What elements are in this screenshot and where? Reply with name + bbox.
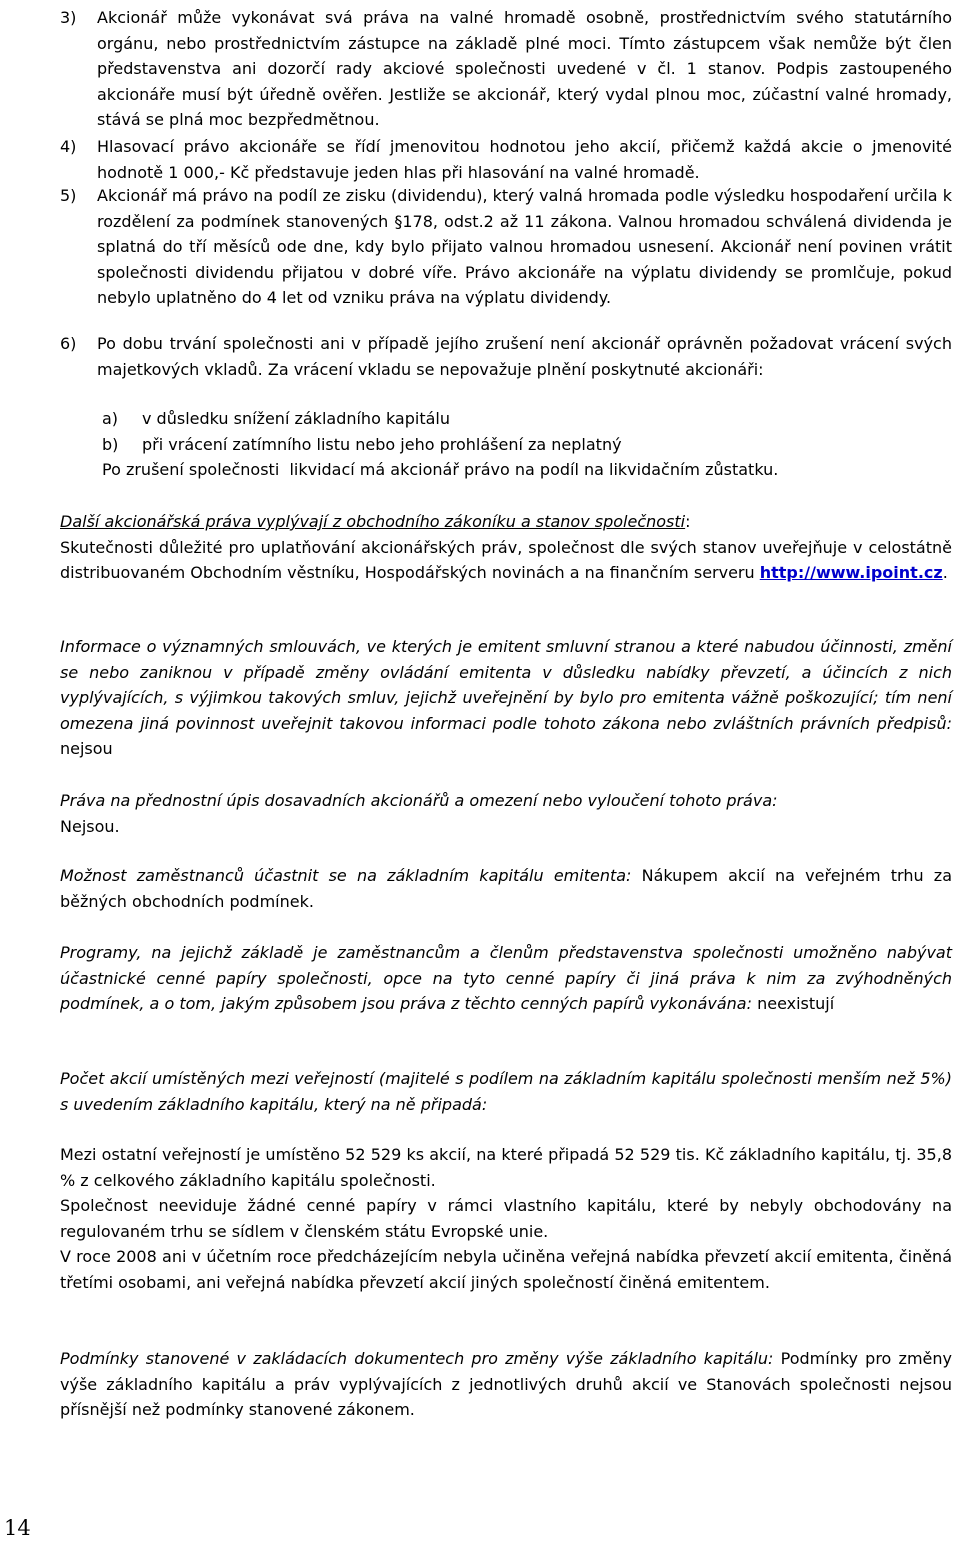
employees-label: Možnost zaměstnanců účastnit se na základním kapitálu emitenta: bbox=[60, 866, 632, 885]
programs-value: neexistují bbox=[752, 994, 835, 1014]
further-rights-end: . bbox=[942, 563, 948, 583]
page-number: 14 bbox=[4, 1516, 31, 1540]
takeover-paragraph: V roce 2008 ani v účetním roce předcházejícím nebyla učiněna veřejná nabídka převzetí akcií emitenta, činěná třetími osobami, ani veřejná nabídka převzetí akcií jiných společností činěná emitentem. bbox=[60, 1247, 952, 1292]
programs-section bbox=[60, 940, 952, 1017]
list-item-6: Po dobu trvání společnosti ani v případě jejího zrušení není akcionář oprávněn požadovat vrácení svých majetkových vkladů. Za vrácení vkladu se nepovažuje plnění poskytnuté akcionáři: bbox=[97, 334, 952, 379]
list-item-3-text-tail: Jestliže se akcionář, který vydal plnou moc, zúčastní valné hromady, stává se plná moc bezpředmětnou. bbox=[97, 84, 952, 130]
further-rights-body: Skutečnosti důležité pro uplatňování akcionářských práv, společnost dle svých stanov uveřejňuje v celostátně distribuovaném Obchodním věstníku, Hospodářských novinách a na finančním serveru bbox=[60, 537, 952, 583]
contracts-label: Informace o významných smlouvách, ve kterých je emitent smluvní stranou a které nabudou účinnosti, změní se nebo zaniknou v případě změny ovládání emitenta v důsledku nabídky převzetí, a účincích z nich vyplývajících, s výjimkou takových smluv, jejichž uveřejnění by bylo pro emitenta vážně poškozující; tím není omezena jiná povinnost uveřejnit takovou informaci podle tohoto zákona nebo zvláštních právních předpisů: bbox=[60, 637, 952, 733]
list-number: 6) bbox=[60, 334, 77, 353]
own-securities-paragraph: Společnost neeviduje žádné cenné papíry v rámci vlastního kapitálu, které by nebyly obchodovány na regulovaném trhu se sídlem v členském státu Evropské unie. bbox=[60, 1196, 952, 1241]
contracts-section bbox=[60, 634, 952, 762]
further-rights-heading: Další akcionářská práva vyplývají z obchodního zákoníku a stanov společnosti bbox=[60, 512, 686, 531]
sub-item-letter: a) bbox=[102, 409, 119, 428]
programs-label: Programy, na jejichž základě je zaměstnancům a členům představenstva společnosti umožněno nabývat účastnické cenné papíry společnosti, opce na tyto cenné papíry či jiná práva k nim za zvýhodněných podmínek, a o tom, jakým způsobem jsou práva z těchto cenných papírů vykonávána: bbox=[60, 943, 952, 1014]
ipoint-link[interactable]: http://www.ipoint.cz bbox=[759, 563, 943, 583]
further-rights-section bbox=[60, 509, 952, 586]
sub-item-letter: b) bbox=[102, 435, 119, 454]
contracts-value: nejsou bbox=[60, 739, 113, 759]
list-item-3 bbox=[97, 5, 952, 133]
list-item-5: Akcionář má právo na podíl ze zisku (dividendu), který valná hromada podle výsledku hospodaření určila k rozdělení za podmínek stanovených §178, odst.2 až 11 zákona. Valnou hromadou schválená dividenda je splatná do tří měsíců ode dne, kdy bylo přijato valnou hromadou usnesení. Akcionář není povinen vrátit společnosti dividendu přijatou v dobré víře. Právo akcionáře na výplatu dividendy se promlčuje, pokud nebylo uplatněno do 4 let od vzniku práva na výplatu dividendy. bbox=[97, 186, 952, 308]
list-number: 4) bbox=[60, 137, 77, 156]
capital-changes-section bbox=[60, 1346, 952, 1423]
preemption-section bbox=[60, 788, 952, 839]
list-number: 3) bbox=[60, 8, 77, 27]
list-item-3-text: Akcionář může vykonávat svá práva na valné hromadě osobně, prostřednictvím svého statutárního orgánu, nebo prostřednictvím zástupce na základě plné moci. Tímto zástupcem však nemůže být člen představenstva ani dozorčí rady akciové společnosti uvedené v čl. 1 stanov. Podpis zastoupeného akcionáře musí být úředně ověřen. bbox=[97, 8, 952, 104]
capital-changes-label: Podmínky stanovené v zakládacích dokumentech pro změny výše základního kapitálu: bbox=[60, 1349, 774, 1368]
list-item-4: Hlasovací právo akcionáře se řídí jmenovitou hodnotou jeho akcií, přičemž každá akcie o jmenovité hodnotě 1 000,- Kč představuje jeden hlas při hlasování na valné hromadě. bbox=[97, 137, 952, 182]
further-rights-colon: : bbox=[685, 512, 691, 531]
public-shares-paragraph: Mezi ostatní veřejností je umístěno 52 529 ks akcií, na které připadá 52 529 tis. Kč základního kapitálu, tj. 35,8 % z celkového základního kapitálu společnosti. bbox=[60, 1145, 952, 1190]
capital-changes-value: Podmínky pro změny výše základního kapitálu a práv vyplývajících z jednotlivých druhů akcií ve Stanovách společnosti nejsou přísnější než podmínky stanovené zákonem. bbox=[60, 1349, 952, 1420]
preemption-value: Nejsou. bbox=[60, 816, 120, 836]
preemption-label: Práva na přednostní úpis dosavadních akcionářů a omezení nebo vyloučení tohoto práva: bbox=[60, 791, 778, 810]
employees-section bbox=[60, 863, 952, 914]
list-number: 5) bbox=[60, 186, 77, 205]
sub-item-text: v důsledku snížení základního kapitálu bbox=[142, 409, 450, 428]
public-shares-label: Počet akcií umístěných mezi veřejností (majitelé s podílem na základním kapitálu společnosti menším než 5%) s uvedením základního kapitálu, který na ně připadá: bbox=[60, 1069, 952, 1114]
liquidation-note: Po zrušení společnosti likvidací má akcionář právo na podíl na likvidačním zůstatku. bbox=[102, 460, 779, 479]
sub-item-text: při vrácení zatímního listu nebo jeho prohlášení za neplatný bbox=[142, 435, 622, 454]
employees-value: Nákupem akcií na veřejném trhu za běžných obchodních podmínek. bbox=[60, 866, 952, 911]
